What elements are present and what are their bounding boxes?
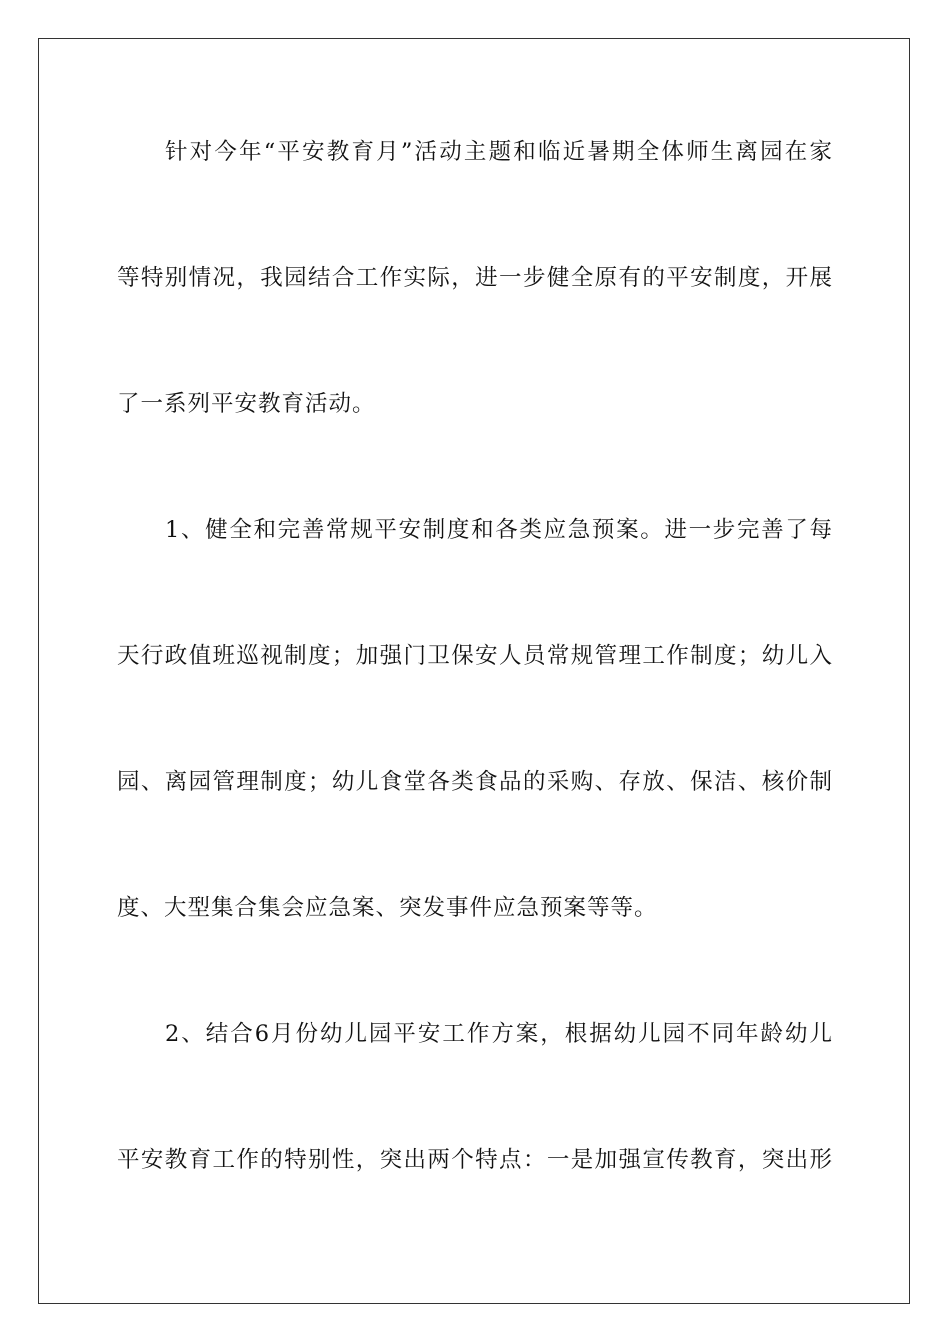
paragraph-1-line-1: 针对今年“平安教育月”活动主题和临近暑期全体师生离园在家 bbox=[165, 139, 833, 165]
paragraph-3-line-2: 平安教育工作的特别性，突出两个特点：一是加强宣传教育，突出形 bbox=[117, 1147, 833, 1173]
paragraph-1-line-3: 了一系列平安教育活动。 bbox=[117, 391, 376, 417]
paragraph-2-line-4: 度、大型集合集会应急案、突发事件应急预案等等。 bbox=[117, 895, 658, 921]
paragraph-2-line-3: 园、离园管理制度；幼儿食堂各类食品的采购、存放、保洁、核价制 bbox=[117, 769, 833, 795]
paragraph-2-line-2: 天行政值班巡视制度；加强门卫保安人员常规管理工作制度；幼儿入 bbox=[117, 643, 833, 669]
paragraph-3-line-1: 2、结合6月份幼儿园平安工作方案，根据幼儿园不同年龄幼儿 bbox=[165, 1021, 833, 1047]
paragraph-1-line-2: 等特别情况，我园结合工作实际，进一步健全原有的平安制度，开展 bbox=[117, 265, 833, 291]
paragraph-2-line-1: 1、健全和完善常规平安制度和各类应急预案。进一步完善了每 bbox=[165, 517, 833, 543]
